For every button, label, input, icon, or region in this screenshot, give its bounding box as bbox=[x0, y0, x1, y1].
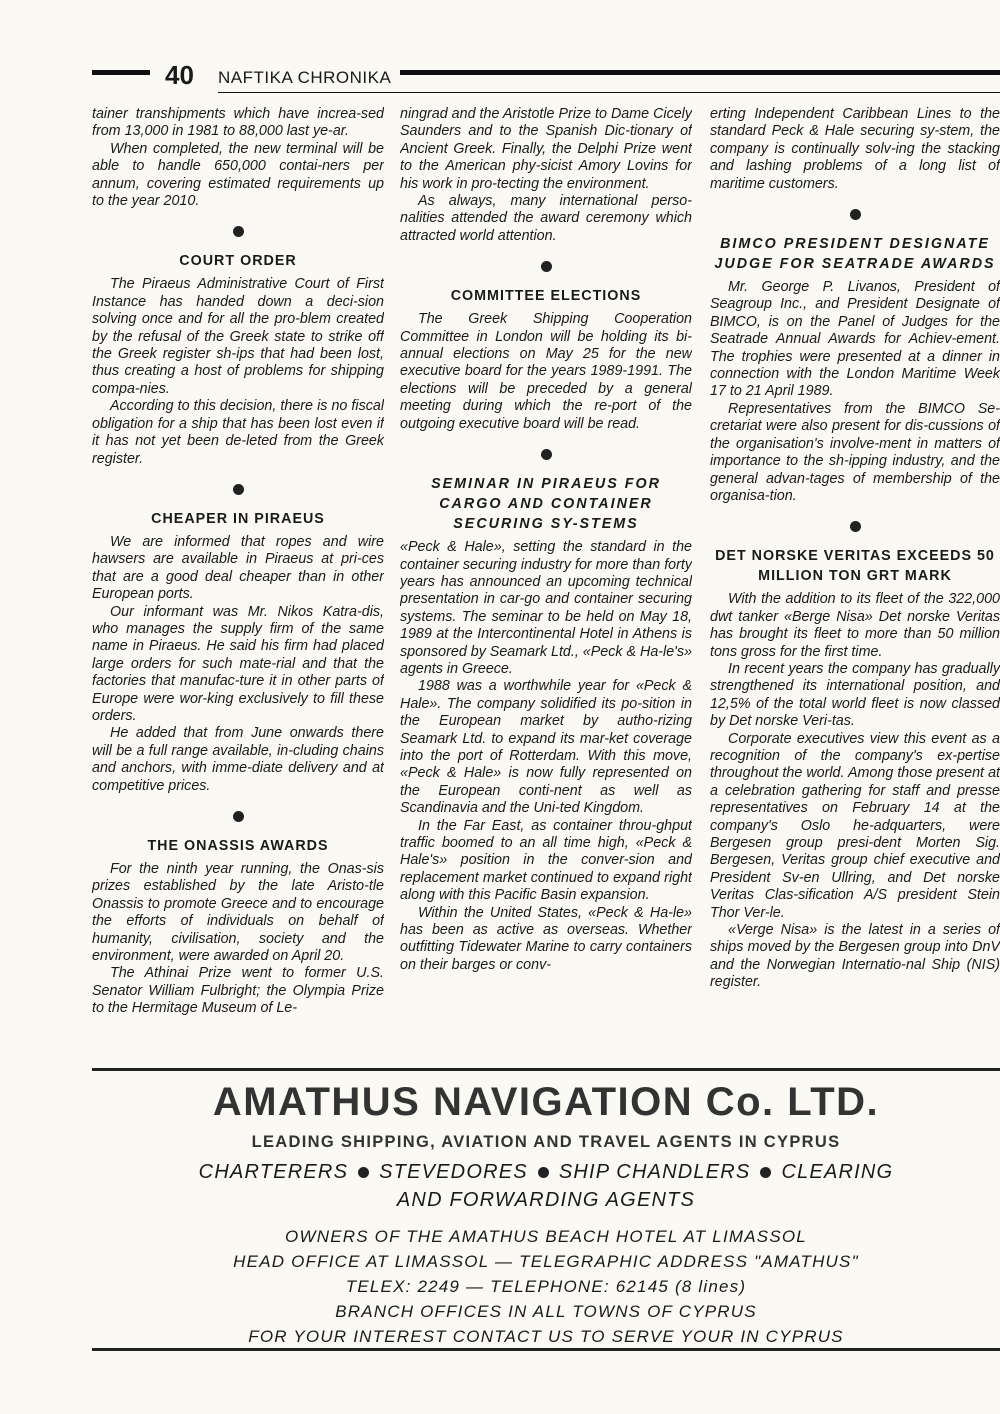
paragraph: Mr. George P. Livanos, President of Seagroup Inc., and President Designate of BIMCO, is on the Panel of Judges for the Seatrade Annual Awards for Achiev-ement. The trophies were presented at a dinner in connection with the London Maritime Week 17 to 21 April 1989. bbox=[710, 279, 1000, 400]
paragraph: The Athinai Prize went to former U.S. Senator William Fulbright; the Olympia Prize to the Hermitage Museum of Le- bbox=[92, 965, 384, 1017]
paragraph: «Peck & Hale», setting the standard in the container securing industry for more than forty years has announced an upcoming technical presentation in car-go and container securing systems. The seminar to be held on May 18, 1989 at the Intercontinental Hotel in Athens is sponsored by Seamark Ltd., «Peck & Ha-le's» agents in Greece. bbox=[400, 539, 692, 677]
heading-onassis-awards: THE ONASSIS AWARDS bbox=[147, 838, 329, 854]
ad-service-item: CHARTERERS bbox=[198, 1161, 349, 1183]
column-1 bbox=[92, 106, 384, 1066]
heading-det-norske-veritas: DET NORSKE VERITAS EXCEEDS 50 MILLION TON GRT MARK bbox=[715, 548, 995, 585]
paragraph: 1988 was a worthwhile year for «Peck & Hale». The company solidified its po-sition in the European market by autho-rizing Seamark Ltd. to expand its mar-ket coverage into the port of Rotterdam. With this move, «Peck & Hale» is now fully represented on the European conti-nent as well as Scandinavia and the Uni-ted Kingdom. bbox=[400, 678, 692, 817]
ad-line: BRANCH OFFICES IN ALL TOWNS OF CYPRUS bbox=[335, 1302, 757, 1321]
heading-bimco-president: BIMCO PRESIDENT DESIGNATE JUDGE FOR SEATRADE AWARDS bbox=[714, 236, 996, 273]
ad-company-name: AMATHUS NAVIGATION Co. LTD. bbox=[212, 1080, 880, 1124]
paragraph: erting Independent Caribbean Lines to the standard Peck & Hale securing sy-stem, the company is continually solv-ing the stacking and lashing problems of a long list of maritime customers. bbox=[710, 106, 1000, 192]
ad-line: FOR YOUR INTEREST CONTACT US TO SERVE YOUR IN CYPRUS bbox=[248, 1327, 844, 1346]
header-rule-left bbox=[92, 70, 150, 75]
paragraph: When completed, the new terminal will be able to handle 650,000 contai-ners per annum, covering estimated requirements up to the year 2010. bbox=[92, 140, 384, 210]
ad-service-item: SHIP CHANDLERS bbox=[558, 1161, 751, 1183]
page-header bbox=[0, 62, 1000, 102]
bullet-separator bbox=[850, 521, 861, 532]
ad-line: HEAD OFFICE AT LIMASSOL — TELEGRAPHIC ADDRESS "AMATHUS" bbox=[233, 1252, 859, 1271]
bullet-dot-icon bbox=[760, 1167, 771, 1178]
paragraph: ningrad and the Aristotle Prize to Dame Cicely Saunders and to the Spanish Dic-tionary of Ancient Greek. Finally, the Delphi Prize went to the American phy-sicist Amory Lovins for his work in pro-tecting the environment. bbox=[400, 106, 692, 192]
paragraph: In the Far East, as container throu-ghput traffic boomed to an all time high, «Peck & Hale's» position in the conver-sion and replacement market continued to expand right along with this Pacific Basin expansion. bbox=[400, 817, 692, 904]
amathus-advertisement bbox=[92, 1080, 1000, 1349]
heading-cheaper-in-piraeus: CHEAPER IN PIRAEUS bbox=[151, 510, 325, 527]
paragraph: In recent years the company has gradually strengthened its international position, and 12,5% of the total world fleet is now classed by Det norske Veri-tas. bbox=[710, 660, 1000, 730]
ad-service-item: AND FORWARDING AGENTS bbox=[396, 1189, 696, 1211]
paragraph: tainer transhipments which have increa-sed from 13,000 in 1981 to 88,000 last ye-ar. bbox=[92, 106, 384, 140]
paragraph: Within the United States, «Peck & Ha-le» has been as active as overseas. Whether outfitting Tidewater Marine to carry containers on their barges or conv- bbox=[400, 904, 692, 973]
publication-name: NAFTIKA CHRONIKA bbox=[218, 68, 392, 87]
ad-tagline: LEADING SHIPPING, AVIATION AND TRAVEL AGENTS IN CYPRUS bbox=[251, 1133, 841, 1151]
heading-court-order: COURT ORDER bbox=[179, 253, 297, 270]
ad-line: OWNERS OF THE AMATHUS BEACH HOTEL AT LIMASSOL bbox=[285, 1227, 807, 1246]
ad-line: TELEX: 2249 — TELEPHONE: 62145 (8 lines) bbox=[345, 1277, 747, 1296]
bullet-separator bbox=[233, 484, 244, 495]
bullet-dot-icon bbox=[358, 1167, 369, 1178]
paragraph: As always, many international perso-nalities attended the award ceremony which attracted world attention. bbox=[400, 193, 692, 244]
paragraph: «Verge Nisa» is the latest in a series of ships moved by the Bergesen group into DnV and the Norwegian Internatio-nal Ship (NIS) register. bbox=[710, 922, 1000, 991]
ad-bottom-rule bbox=[92, 1348, 1000, 1351]
paragraph: According to this decision, there is no fiscal obligation for a ship that has been lost even if it has not yet been de-leted from the Greek register. bbox=[92, 398, 384, 467]
paragraph: For the ninth year running, the Onas-sis prizes established by the late Aristo-tle Onassis to promote Greece and to encourage the efforts of individuals on behalf of humanity, civilisation, society and the environment, were awarded on April 20. bbox=[92, 861, 384, 965]
bullet-separator bbox=[233, 811, 244, 822]
paragraph: Representatives from the BIMCO Se-cretariat were also present for dis-cussions of the organisation's involve-ment in matters of importance to the sh-ipping industry, and the general advan-tages of membership of the organisa-tion. bbox=[710, 400, 1000, 504]
heading-committee-elections: COMMITTEE ELECTIONS bbox=[450, 288, 642, 305]
paragraph: We are informed that ropes and wire hawsers are available in Piraeus at pri-ces that are a good deal cheaper than in other European ports. bbox=[92, 533, 384, 603]
heading-seminar-piraeus: SEMINAR IN PIRAEUS FOR CARGO AND CONTAINER SECURING SY-STEMS bbox=[431, 476, 661, 533]
ad-service-item: STEVEDORES bbox=[379, 1161, 528, 1183]
bullet-separator bbox=[850, 209, 861, 220]
paragraph: He added that from June onwards there will be a full range available, in-cluding chains and anchors, with imme-diate delivery and at competitive prices. bbox=[92, 725, 384, 794]
page-number: 40 bbox=[165, 60, 194, 90]
header-rule-thin bbox=[218, 92, 1000, 93]
bullet-separator bbox=[233, 226, 244, 237]
bullet-separator bbox=[541, 261, 552, 272]
ad-contact-lines bbox=[92, 1224, 1000, 1349]
paragraph: Corporate executives view this event as a recognition of the company's ex-pertise throughout the world. Among those present at a celebration gathering for staff and presse representatives on February 14 at the company's Oslo he-adquarters, were Bergesen group presi-dent Morten Sig. Bergesen, Veritas group chief executive and President Sv-en Ullring, and Det norske Veritas Clas-sification A/S president Stein Thor Ver-le. bbox=[710, 730, 1000, 921]
ad-services bbox=[92, 1158, 1000, 1214]
bullet-dot-icon bbox=[538, 1167, 549, 1178]
paragraph: The Piraeus Administrative Court of First Instance has handed down a deci-sion solving once and for all the pro-blem created by the refusal of the Greek state to strike off the Greek register sh-ips that had been lost, thus creating a host of problems for shipping compa-nies. bbox=[92, 276, 384, 397]
paragraph: Our informant was Mr. Nikos Katra-dis, who manages the supply firm of the same name in Piraeus. He said his firm had placed large orders for such mate-rial and that the factories that manufac-ture it in other parts of Europe were wor-king exclusively to fill these orders. bbox=[92, 603, 384, 724]
ad-service-item: CLEARING bbox=[781, 1161, 894, 1183]
header-rule-right bbox=[400, 70, 1000, 75]
ad-top-rule bbox=[92, 1068, 1000, 1071]
bullet-separator bbox=[541, 449, 552, 460]
paragraph: With the addition to its fleet of the 322,000 dwt tanker «Berge Nisa» Det norske Veritas has brought its fleet to more than 50 million tons gross for the first time. bbox=[710, 591, 1000, 660]
paragraph: The Greek Shipping Cooperation Committee in London will be holding its bi-annual elections on May 25 for the new executive board for the years 1989-1991. The elections will be preceded by a general meeting during which the re-port of the outgoing executive board will be read. bbox=[400, 311, 692, 432]
column-2 bbox=[400, 106, 692, 1066]
column-3 bbox=[710, 106, 1000, 1066]
